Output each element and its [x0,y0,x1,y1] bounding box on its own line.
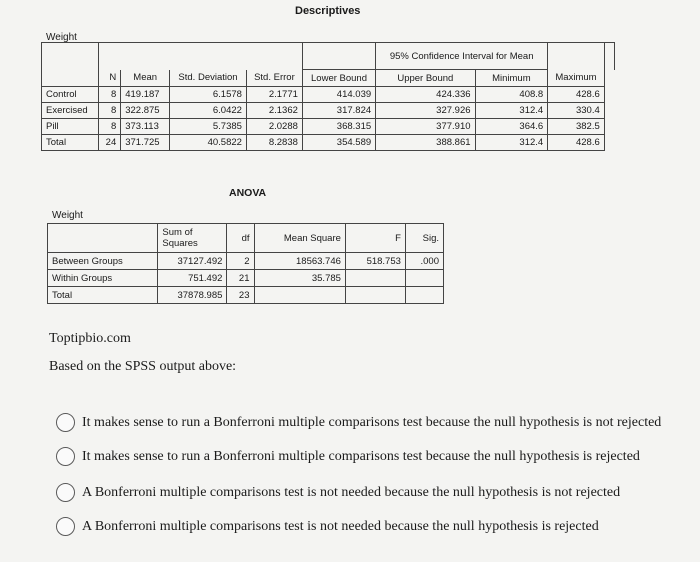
cell: 518.753 [345,253,405,270]
cell: 8 [99,119,121,135]
answer-option-4[interactable] [56,517,599,536]
option-label: It makes sense to run a Bonferroni multiple comparisons test because the null hypothesis is rejected [82,448,640,464]
cell: 414.039 [302,87,375,103]
cell: 322.875 [121,103,170,119]
table-row [42,103,615,119]
answer-option-1[interactable] [56,413,661,432]
cell: 373.113 [121,119,170,135]
cell: 5.7385 [170,119,247,135]
cell: 2.1362 [246,103,302,119]
cell: 2.1771 [246,87,302,103]
col-header-mean-square: Mean Square [254,224,345,253]
col-header-df: df [227,224,254,253]
cell: 2.0288 [246,119,302,135]
cell [405,270,443,287]
anova-table [47,223,444,304]
cell: 428.6 [548,87,605,103]
cell: 368.315 [302,119,375,135]
cell: 364.6 [475,119,548,135]
table-row [42,119,615,135]
cell: 371.725 [121,135,170,151]
corner-cell [42,43,99,70]
anova-title: ANOVA [229,187,267,199]
cell: 8.2838 [246,135,302,151]
descriptives-title: Descriptives [295,5,361,17]
col-header-sum-of-squares: Sum of Squares [158,224,227,253]
cell: 312.4 [475,103,548,119]
cell: 35.785 [254,270,345,287]
col-header-n: N [99,70,121,87]
table-row [48,287,444,304]
option-label: A Bonferroni multiple comparisons test is not needed because the null hypothesis is not rejected [82,484,621,500]
cell: .000 [405,253,443,270]
cell: 327.926 [376,103,475,119]
cell: 312.4 [475,135,548,151]
header-spacer [604,43,614,70]
col-header-maximum: Maximum [548,70,605,87]
header-spacer [99,43,303,70]
cell: 24 [99,135,121,151]
cell: 21 [227,270,254,287]
cell: 23 [227,287,254,304]
table-row [42,87,615,103]
row-label: Pill [42,119,99,135]
descriptives-variable-label: Weight [46,32,77,43]
cell: 18563.746 [254,253,345,270]
col-header-mean: Mean [121,70,170,87]
row-label: Within Groups [48,270,158,287]
cell: 377.910 [376,119,475,135]
col-header-sig: Sig. [405,224,443,253]
source-text: Toptipbio.com [49,331,131,346]
cell [254,287,345,304]
col-header-upper-bound: Upper Bound [376,70,475,87]
cell: 37127.492 [158,253,227,270]
table-row [48,270,444,287]
cell [345,287,405,304]
cell: 428.6 [548,135,605,151]
cell: 8 [99,103,121,119]
cell: 40.5822 [170,135,247,151]
descriptives-table [41,42,615,151]
row-label: Total [48,287,158,304]
cell: 6.1578 [170,87,247,103]
cell [405,287,443,304]
corner-cell [48,224,158,253]
row-label: Total [42,135,99,151]
header-spacer [548,43,605,70]
cell: 388.861 [376,135,475,151]
col-header-std-error: Std. Error [246,70,302,87]
cell: 751.492 [158,270,227,287]
col-header-minimum: Minimum [475,70,548,87]
col-header-std-deviation: Std. Deviation [170,70,247,87]
cell [345,270,405,287]
cell: 2 [227,253,254,270]
option-label: A Bonferroni multiple comparisons test is not needed because the null hypothesis is rejected [82,518,599,534]
cell: 330.4 [548,103,605,119]
radio-button[interactable] [56,483,75,502]
question-prompt: Based on the SPSS output above: [49,359,237,374]
row-label: Control [42,87,99,103]
header-spacer [302,43,375,70]
cell: 424.336 [376,87,475,103]
cell: 8 [99,87,121,103]
cell: 354.589 [302,135,375,151]
radio-button[interactable] [56,517,75,536]
cell: 419.187 [121,87,170,103]
col-header-lower-bound: Lower Bound [302,70,375,87]
answer-option-2[interactable] [56,447,640,466]
radio-button[interactable] [56,413,75,432]
anova-variable-label: Weight [52,210,83,221]
cell: 6.0422 [170,103,247,119]
row-label: Exercised [42,103,99,119]
cell: 317.824 [302,103,375,119]
table-row [48,253,444,270]
table-row [42,135,615,151]
option-label: It makes sense to run a Bonferroni multiple comparisons test because the null hypothesis is not rejected [82,414,662,430]
cell: 408.8 [475,87,548,103]
cell: 37878.985 [158,287,227,304]
cell: 382.5 [548,119,605,135]
radio-button[interactable] [56,447,75,466]
corner-cell [42,70,99,87]
row-label: Between Groups [48,253,158,270]
col-header-f: F [345,224,405,253]
answer-option-3[interactable] [56,483,620,502]
ci-header: 95% Confidence Interval for Mean [376,43,548,70]
